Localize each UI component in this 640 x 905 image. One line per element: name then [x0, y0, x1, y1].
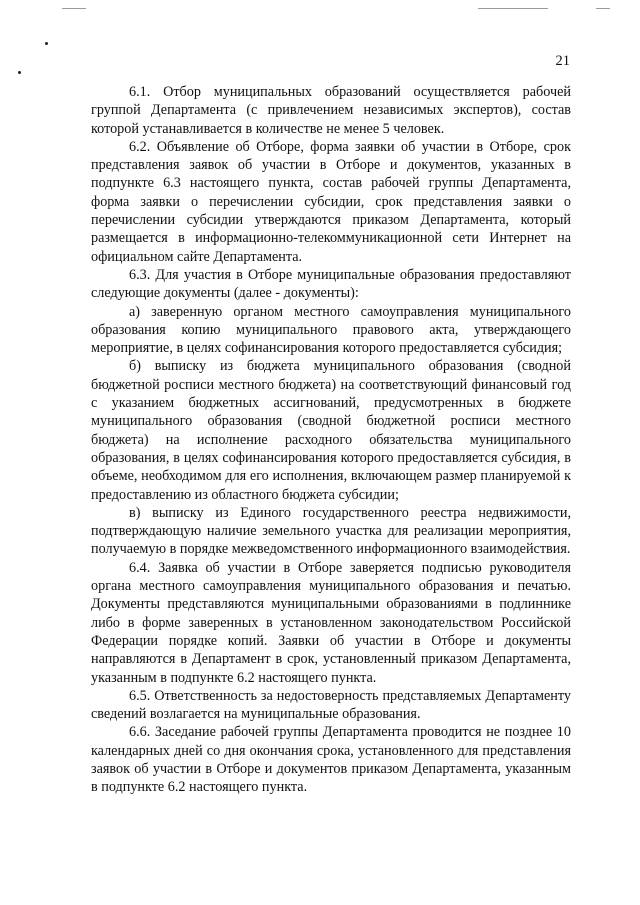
page-number: 21	[555, 53, 570, 69]
scan-artifact-top-right	[478, 8, 548, 9]
subparagraph-a: а) заверенную органом местного самоуправления муниципального образования копию муниципального правового акта, утверждающего мероприятие, в целях софинансирования которого предоставляется субсидия;	[91, 303, 571, 357]
paragraph-6-3: 6.3. Для участия в Отборе муниципальные образования предоставляют следующие документы (далее - документы):	[91, 266, 571, 302]
paragraph-6-1: 6.1. Отбор муниципальных образований осуществляется рабочей группой Департамента (с привлечением независимых экспертов), состав которой устанавливается в количестве не менее 5 человек.	[91, 84, 571, 137]
subparagraph-v: в) выписку из Единого государственного реестра недвижимости, подтверждающую наличие земельного участка для реализации мероприятия, получаемую в порядке межведомственного информационного взаимодействия.	[91, 504, 571, 558]
scan-dot-2	[18, 71, 21, 74]
scan-dot-1	[45, 42, 48, 45]
scan-artifact-top-left	[62, 8, 86, 9]
paragraph-6-4: 6.4. Заявка об участии в Отборе заверяется подписью руководителя органа местного самоуправления муниципального образования и печатью. Документы представляются муниципальными образованиями в подлиннике либо в форме заверенных в установленном законодательством Российской Федерации порядке копий. Заявки об участии в Отборе и документы направляются в Департамент в срок, установленный приказом Департамента, указанным в подпункте 6.2 настоящего пункта.	[91, 559, 571, 686]
subparagraph-b: б) выписку из бюджета муниципального образования (сводной бюджетной росписи местного бюджета) на соответствующий финансовый год с указанием бюджетных ассигнований, предусмотренных в бюджете муниципального образования (сводной бюджетной росписи местного бюджета) на исполнение расходного обязательства муниципального образования, в целях софинансирования которого предоставляется субсидия, в объеме, необходимом для его исполнения, включающем размер планируемой к предоставлению из областного бюджета субсидии;	[91, 358, 571, 503]
scan-artifact-top-corner	[596, 8, 610, 9]
document-body	[91, 83, 571, 797]
paragraph-6-2: 6.2. Объявление об Отборе, форма заявки об участии в Отборе, срок представления заявок об участии в Отборе и документов, указанных в подпункте 6.3 настоящего пункта, состав рабочей группы Департамента, форма заявки о перечислении субсидии, срок представления заявки о перечислении субсидии утверждаются приказом Департамента, который размещается в информационно-телекоммуникационной сети Интернет на официальном сайте Департамента.	[91, 138, 571, 265]
paragraph-6-6: 6.6. Заседание рабочей группы Департамента проводится не позднее 10 календарных дней со дня окончания срока, установленного для представления заявок об участии в Отборе и документов приказом Департамента, указанным в подпункте 6.2 настоящего пункта.	[91, 724, 571, 796]
paragraph-6-5: 6.5. Ответственность за недостоверность представляемых Департаменту сведений возлагается на муниципальные образования.	[91, 687, 571, 723]
